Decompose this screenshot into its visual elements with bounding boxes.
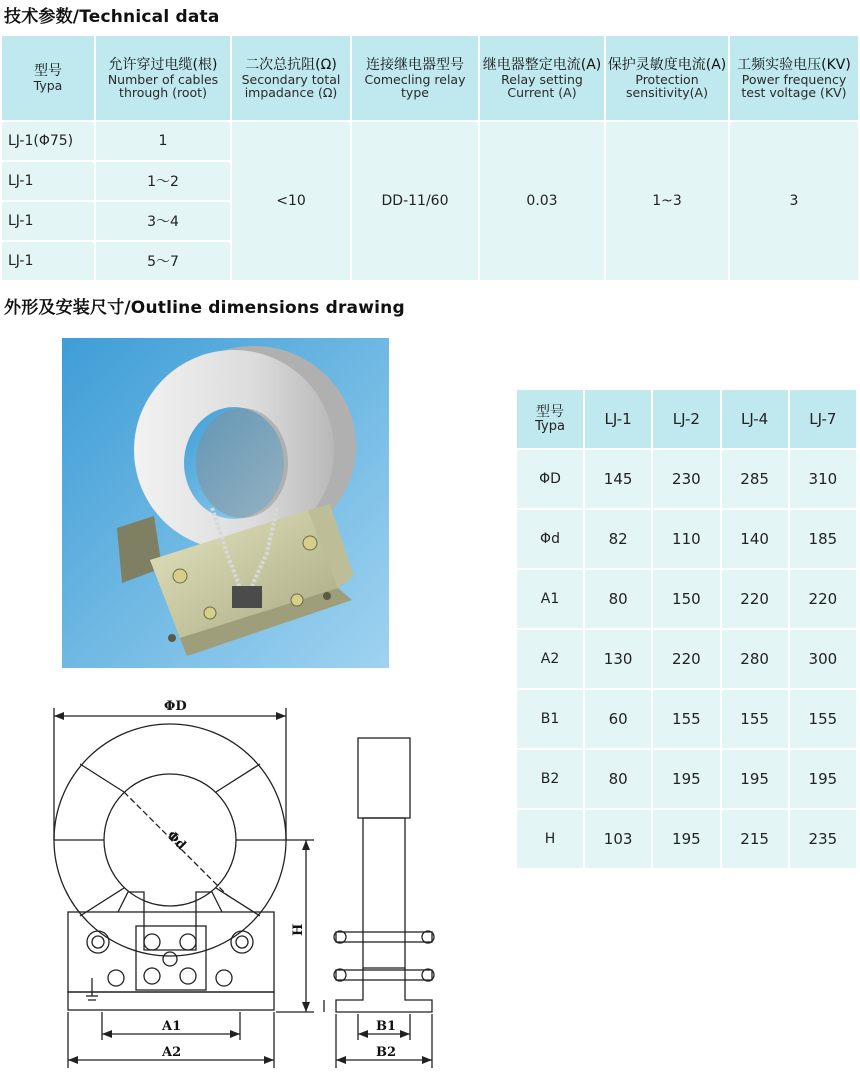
dimensions-header-row bbox=[517, 390, 856, 448]
drawing-label-b1: B1 bbox=[376, 1019, 397, 1034]
model-cell: LJ-1 bbox=[2, 242, 94, 280]
header-cell-relay-type: 连接继电器型号 Comecling relay type bbox=[352, 36, 478, 120]
table-cell: 285 bbox=[722, 450, 788, 508]
drawing-label-height: H bbox=[291, 923, 306, 936]
cables-cell: 1～2 bbox=[96, 162, 230, 200]
table-row bbox=[517, 810, 856, 868]
relay-type-cell: DD-11/60 bbox=[352, 122, 478, 280]
table-cell: 150 bbox=[653, 570, 719, 628]
table-row bbox=[517, 630, 856, 688]
table-cell: 215 bbox=[722, 810, 788, 868]
table-row bbox=[517, 450, 856, 508]
table-cell: 185 bbox=[790, 510, 856, 568]
table-cell: 280 bbox=[722, 630, 788, 688]
table-cell: 230 bbox=[653, 450, 719, 508]
cables-cell: 5～7 bbox=[96, 242, 230, 280]
table-cell: 155 bbox=[790, 690, 856, 748]
drawing-label-inner-diameter: Φd bbox=[163, 828, 189, 854]
drawing-label-a2: A2 bbox=[162, 1045, 182, 1060]
table-cell: 145 bbox=[585, 450, 651, 508]
technical-header-row bbox=[2, 36, 858, 120]
drawing-label-outer-diameter: ΦD bbox=[164, 699, 187, 714]
table-cell: 300 bbox=[790, 630, 856, 688]
drawing-label-b2: B2 bbox=[376, 1045, 397, 1060]
row-label: A2 bbox=[517, 630, 583, 688]
table-cell: 80 bbox=[585, 750, 651, 808]
table-cell: 235 bbox=[790, 810, 856, 868]
table-cell: 80 bbox=[585, 570, 651, 628]
table-row bbox=[517, 750, 856, 808]
header-cell-model: LJ-4 bbox=[722, 390, 788, 448]
table-cell: 310 bbox=[790, 450, 856, 508]
table-cell: 220 bbox=[653, 630, 719, 688]
header-cell-model: LJ-1 bbox=[585, 390, 651, 448]
row-label: A1 bbox=[517, 570, 583, 628]
table-cell: 60 bbox=[585, 690, 651, 748]
table-row bbox=[2, 122, 858, 160]
dimensions-table bbox=[515, 388, 858, 870]
technical-data-table bbox=[0, 34, 860, 282]
product-photo bbox=[62, 338, 389, 668]
outline-drawing-title: 外形及安装尺寸/Outline dimensions drawing bbox=[4, 298, 405, 318]
row-label: Φd bbox=[517, 510, 583, 568]
table-cell: 220 bbox=[790, 570, 856, 628]
header-cell-sensitivity: 保护灵敏度电流(A) Protection sensitivity(A) bbox=[606, 36, 728, 120]
header-cell-impedance: 二次总抗阻(Ω) Secondary total impadance (Ω) bbox=[232, 36, 350, 120]
sensitivity-cell: 1~3 bbox=[606, 122, 728, 280]
setting-current-cell: 0.03 bbox=[480, 122, 604, 280]
drawing-label-a1: A1 bbox=[162, 1019, 182, 1034]
table-row bbox=[517, 570, 856, 628]
header-cell-type: 型号 Typa bbox=[2, 36, 94, 120]
table-row bbox=[517, 690, 856, 748]
table-cell: 130 bbox=[585, 630, 651, 688]
table-cell: 82 bbox=[585, 510, 651, 568]
model-cell: LJ-1 bbox=[2, 202, 94, 240]
table-cell: 195 bbox=[653, 810, 719, 868]
header-cell-cables: 允许穿过电缆(根) Number of cables through (root) bbox=[96, 36, 230, 120]
row-label: H bbox=[517, 810, 583, 868]
table-cell: 195 bbox=[722, 750, 788, 808]
outline-dimension-drawing bbox=[18, 690, 490, 1074]
table-cell: 195 bbox=[790, 750, 856, 808]
technical-data-title: 技术参数/Technical data bbox=[4, 7, 220, 27]
header-cell-type: 型号 Typa bbox=[517, 390, 583, 448]
table-cell: 220 bbox=[722, 570, 788, 628]
header-cell-setting-current: 继电器整定电流(A) Relay setting Current (A) bbox=[480, 36, 604, 120]
table-cell: 195 bbox=[653, 750, 719, 808]
table-row bbox=[517, 510, 856, 568]
table-cell: 155 bbox=[722, 690, 788, 748]
header-cell-model: LJ-7 bbox=[790, 390, 856, 448]
row-label: B1 bbox=[517, 690, 583, 748]
row-label: B2 bbox=[517, 750, 583, 808]
test-voltage-cell: 3 bbox=[730, 122, 858, 280]
impedance-cell: <10 bbox=[232, 122, 350, 280]
table-cell: 103 bbox=[585, 810, 651, 868]
table-cell: 110 bbox=[653, 510, 719, 568]
cables-cell: 1 bbox=[96, 122, 230, 160]
table-cell: 155 bbox=[653, 690, 719, 748]
header-cell-model: LJ-2 bbox=[653, 390, 719, 448]
header-cell-test-voltage: 工频实验电压(KV) Power frequency test voltage (KV) bbox=[730, 36, 858, 120]
model-cell: LJ-1 bbox=[2, 162, 94, 200]
model-cell: LJ-1(Φ75) bbox=[2, 122, 94, 160]
row-label: ΦD bbox=[517, 450, 583, 508]
cables-cell: 3～4 bbox=[96, 202, 230, 240]
table-cell: 140 bbox=[722, 510, 788, 568]
